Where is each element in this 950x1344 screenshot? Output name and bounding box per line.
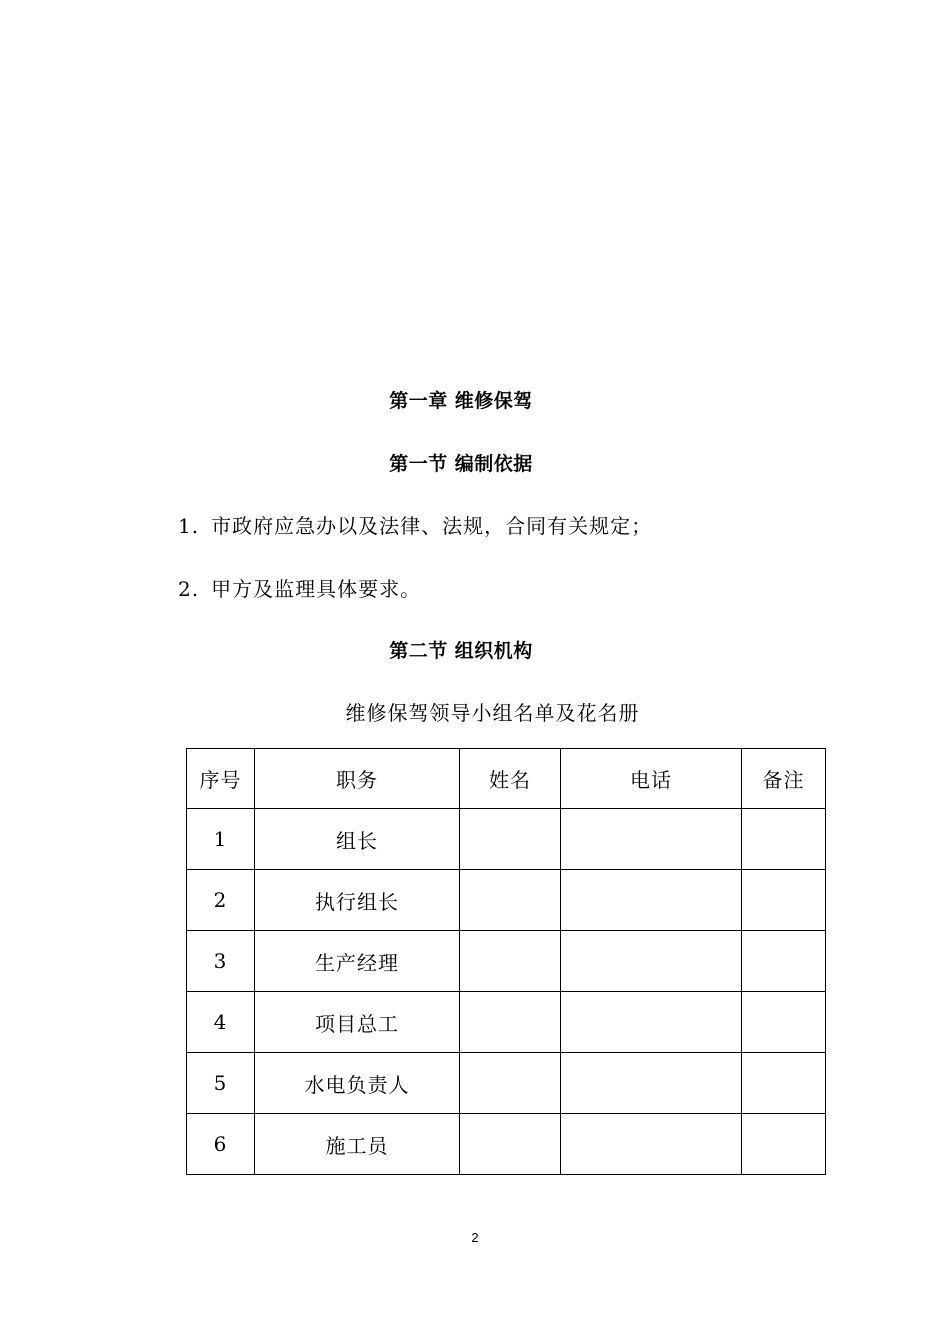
section-title-organization: 第二节 组织机构 [389, 640, 533, 662]
cell-index: 4 [187, 992, 255, 1053]
basis-list-item [178, 513, 652, 539]
table-row [187, 809, 826, 870]
cell-phone [561, 1053, 742, 1114]
chapter-title: 第一章 维修保驾 [389, 390, 533, 412]
cell-name [460, 992, 561, 1053]
cell-name [460, 931, 561, 992]
cell-remarks [742, 1053, 826, 1114]
cell-position: 执行组长 [255, 870, 460, 931]
section-title-basis: 第一节 编制依据 [389, 453, 533, 475]
table-caption: 维修保驾领导小组名单及花名册 [345, 701, 640, 725]
table-header-row [187, 749, 826, 809]
roster-table [186, 748, 826, 1175]
cell-phone [561, 992, 742, 1053]
cell-name [460, 1114, 561, 1175]
table-row [187, 1053, 826, 1114]
list-item-index: 2. [178, 577, 200, 601]
cell-position: 水电负责人 [255, 1053, 460, 1114]
list-item-index: 1. [178, 514, 200, 538]
table-row [187, 931, 826, 992]
cell-name [460, 809, 561, 870]
cell-name [460, 1053, 561, 1114]
cell-position: 生产经理 [255, 931, 460, 992]
table-row [187, 870, 826, 931]
header-cell-position: 职务 [255, 749, 460, 809]
cell-remarks [742, 870, 826, 931]
cell-phone [561, 1114, 742, 1175]
cell-position: 组长 [255, 809, 460, 870]
cell-index: 6 [187, 1114, 255, 1175]
cell-remarks [742, 992, 826, 1053]
cell-remarks [742, 1114, 826, 1175]
cell-remarks [742, 809, 826, 870]
cell-position: 项目总工 [255, 992, 460, 1053]
cell-remarks [742, 931, 826, 992]
cell-index: 3 [187, 931, 255, 992]
table-row [187, 1114, 826, 1175]
basis-list-item [178, 576, 421, 602]
list-item-text: 市政府应急办以及法律、法规，合同有关规定； [211, 514, 653, 538]
cell-index: 1 [187, 809, 255, 870]
header-cell-phone: 电话 [561, 749, 742, 809]
cell-name [460, 870, 561, 931]
cell-index: 5 [187, 1053, 255, 1114]
cell-phone [561, 809, 742, 870]
header-cell-name: 姓名 [460, 749, 561, 809]
cell-index: 2 [187, 870, 255, 931]
cell-phone [561, 931, 742, 992]
cell-phone [561, 870, 742, 931]
header-cell-index: 序号 [187, 749, 255, 809]
table-row [187, 992, 826, 1053]
cell-position: 施工员 [255, 1114, 460, 1175]
header-cell-remarks: 备注 [742, 749, 826, 809]
list-item-text: 甲方及监理具体要求。 [211, 577, 422, 601]
page-number: 2 [471, 1230, 479, 1245]
